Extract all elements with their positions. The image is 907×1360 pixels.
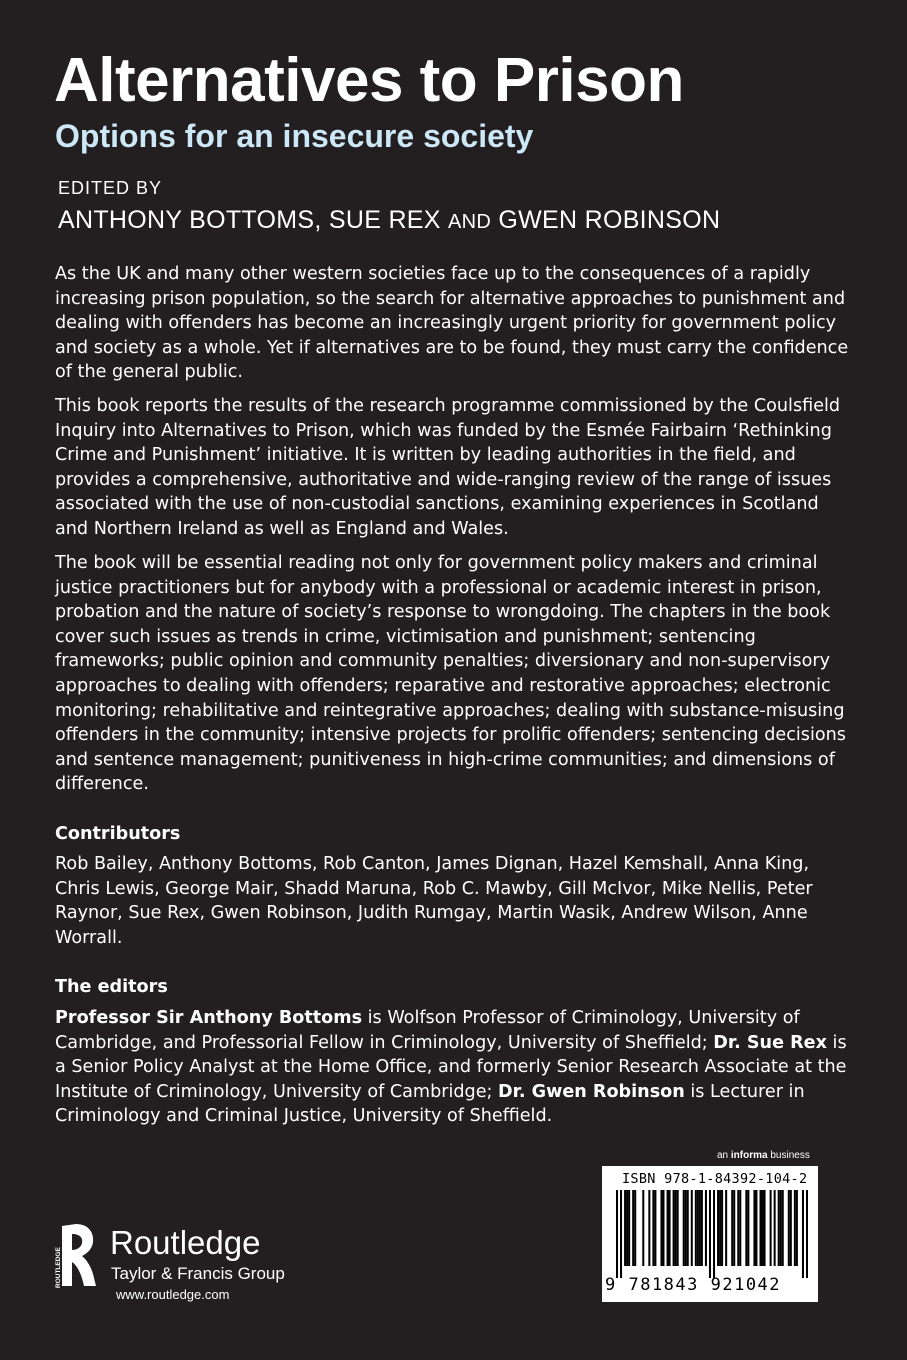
barcode-bar [673, 1190, 675, 1266]
blurb-paragraph: This book reports the results of the research programme commissioned by the Coulsfield Inquiry into Alternatives to Prison, which was funded by the Esmée Fairbairn ‘Rethinking Crime and Punishment’ initiative. It is written by leading authorities in the field, and provides a comprehensive, authoritative and wide-ranging review of the range of issues associated with the use of non-custodial sanctions, examining experiences in Scotland and Northern Ireland as well as England and Wales. [55, 396, 841, 539]
blurb-paragraph: As the UK and many other western societies face up to the consequences of a rapidly increasing prison population, so the search for alternative approaches to punishment and dealing with offenders has become an increasingly urgent priority for government policy and society as a whole. Yet if alternatives are to be found, they must carry the confidence of the general public. [55, 264, 849, 383]
barcode-bar [660, 1190, 662, 1266]
edited-by-label: EDITED BY [58, 178, 163, 198]
barcode-bar [717, 1190, 719, 1266]
barcode-bar [778, 1190, 780, 1266]
barcode-bar [780, 1190, 782, 1266]
barcode-bar [677, 1190, 679, 1266]
contributors-heading: Contributors [55, 824, 181, 844]
barcode-bar [642, 1190, 644, 1266]
editor-name: ANTHONY BOTTOMS, [58, 206, 322, 234]
logo-icon-text: ROUTLEDGE [55, 1247, 62, 1288]
barcode-bar [755, 1190, 757, 1266]
barcode-bar [782, 1190, 784, 1266]
barcode-bar [632, 1190, 634, 1266]
barcode-bar [753, 1190, 755, 1266]
barcode-bar [745, 1190, 747, 1266]
editors-heading: The editors [55, 977, 168, 997]
book-subtitle: Options for an insecure society [55, 118, 534, 154]
barcode-bar [774, 1190, 776, 1266]
barcode-bar [697, 1190, 699, 1266]
barcode-bar [626, 1190, 628, 1266]
publisher-name: Routledge [110, 1224, 261, 1261]
barcode-bar [764, 1190, 766, 1266]
barcode-bar [624, 1190, 626, 1266]
barcode-bar [654, 1190, 656, 1266]
barcode-bars [616, 1190, 808, 1278]
barcode-bar [667, 1190, 669, 1266]
barcode-bar [737, 1190, 739, 1266]
barcode-bar [634, 1190, 636, 1266]
barcode-bar [687, 1190, 689, 1266]
barcode-bar [721, 1190, 723, 1266]
barcode-bar [695, 1190, 697, 1266]
isbn-label: ISBN 978-1-84392-104-2 [622, 1171, 808, 1187]
barcode-bar [691, 1190, 693, 1266]
editors-names [58, 206, 720, 235]
editor-bio-name: Professor Sir Anthony Bottoms [55, 1008, 363, 1028]
blurb-paragraph: The book will be essential reading not only for government policy makers and criminal justice practitioners but for anybody with a professional or academic interest in prison, probation and the nature of society’s response to wrongdoing. The chapters in the book cover such issues as trends in crime, victimisation and punishment; sentencing frameworks; public opinion and community penalties; diversionary and non-supervisory approaches to dealing with offenders; reparative and restorative approaches; electronic monitoring; rehabilitative and reintegrative approaches; dealing with substance-misusing offenders in the community; intensive projects for prolific offenders; sentencing decisions and sentence management; punitiveness in high-crime communities; and dimensions of difference. [55, 553, 846, 795]
barcode-digits: 9 781843 921042 [605, 1275, 782, 1295]
barcode-bar [747, 1190, 749, 1266]
contributors-list: Rob Bailey, Anthony Bottoms, Rob Canton, James Dignan, Hazel Kemshall, Anna King, Chris Lewis, George Mair, Shadd Maruna, Rob C. Mawby, Gill McIvor, Mike Nellis, Peter Raynor, Sue Rex, Gwen Robinson, Judith Rumgay, Martin Wasik, Andrew Wilson, Anne Worrall. [55, 854, 813, 948]
barcode-bar [669, 1190, 671, 1266]
barcode-bar [788, 1190, 790, 1266]
barcode-bar [701, 1190, 703, 1266]
barcode-bar [620, 1190, 622, 1278]
editor-bio-name: Dr. Sue Rex [713, 1032, 827, 1053]
barcode-bar [662, 1190, 664, 1266]
routledge-logo-icon [54, 1222, 98, 1290]
barcode-bar [709, 1190, 711, 1278]
barcode-bar [806, 1190, 808, 1278]
barcode-bar [616, 1190, 618, 1278]
barcode-bar [725, 1190, 727, 1266]
barcode-bar [699, 1190, 701, 1266]
barcode-bar [685, 1190, 687, 1266]
editor-bio-text: is Lecturer in Criminology and Criminal Justice, University of Sheffield. [55, 1081, 805, 1127]
barcode-bar [675, 1190, 677, 1266]
barcode-bar [713, 1190, 715, 1278]
book-title: Alternatives to Prison [54, 46, 684, 115]
informa-brand: informa [730, 1150, 768, 1161]
barcode-bar [648, 1190, 650, 1266]
barcode-bar [802, 1190, 804, 1278]
barcode-bar [628, 1190, 630, 1266]
barcode-bar [719, 1190, 721, 1266]
informa-tagline: an informa business [717, 1150, 810, 1161]
editors-conjunction: AND [448, 211, 492, 233]
barcode-bar [759, 1190, 761, 1266]
barcode-bar [739, 1190, 741, 1266]
barcode-bar [652, 1190, 654, 1266]
barcode-bar [796, 1190, 798, 1266]
barcode [602, 1166, 818, 1302]
barcode-bar [770, 1190, 772, 1266]
barcode-bar [731, 1190, 733, 1266]
barcode-bar [790, 1190, 792, 1266]
editor-bio-name: Dr. Gwen Robinson [498, 1081, 685, 1102]
publisher-url[interactable]: www.routledge.com [116, 1287, 230, 1302]
barcode-bar [683, 1190, 685, 1266]
barcode-bar [705, 1190, 707, 1266]
barcode-bar [762, 1190, 764, 1266]
publisher-group: Taylor & Francis Group [111, 1264, 285, 1283]
barcode-bar [794, 1190, 796, 1266]
barcode-bar [733, 1190, 735, 1266]
editor-name: SUE REX [328, 206, 441, 234]
editors-bio [55, 1006, 855, 1129]
editor-bio-text: is a Senior Policy Analyst at the Home Office, and formerly Senior Research Associate at the Institute of Criminology, University of Cambridge; [55, 1032, 847, 1102]
editor-name: GWEN ROBINSON [498, 206, 721, 234]
editor-bio-text: is Wolfson Professor of Criminology, University of Cambridge, and Professorial Fellow in Criminology, University of Sheffield; [55, 1008, 800, 1053]
